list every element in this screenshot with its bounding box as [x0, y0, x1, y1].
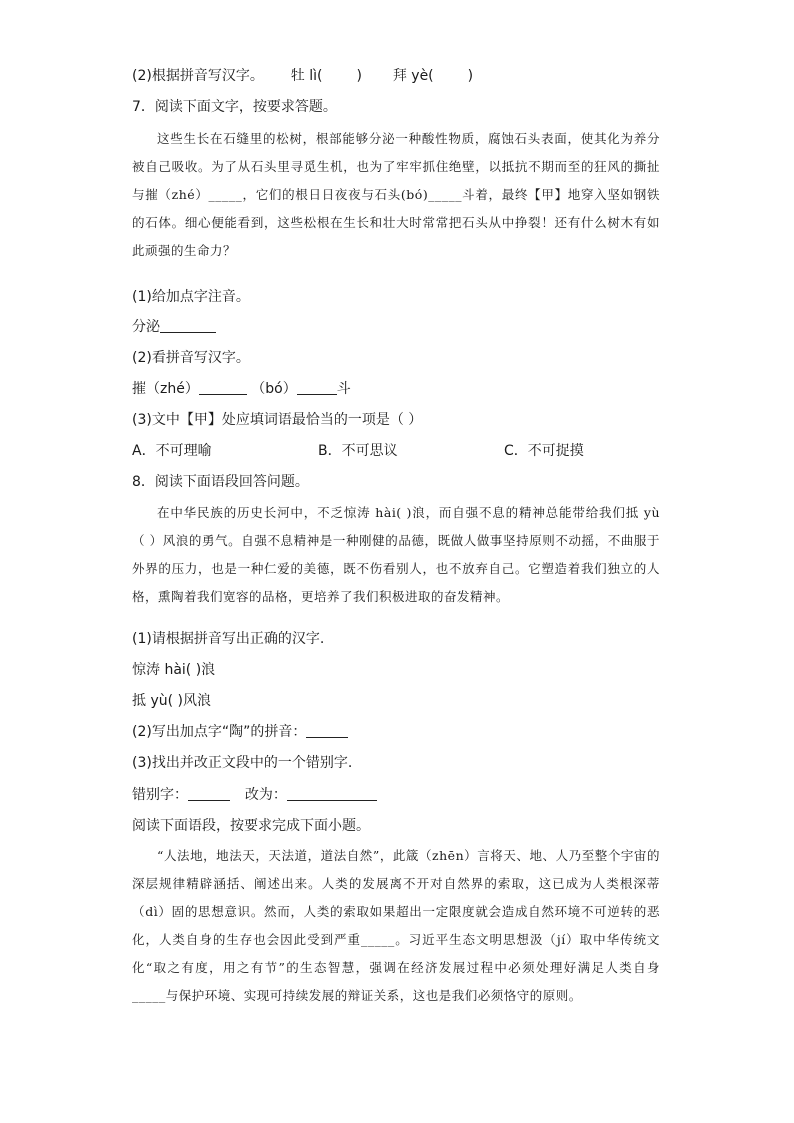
q8-sub1: (1)请根据拼音写出正确的汉字. — [132, 631, 325, 647]
option-b[interactable]: B．不可思议 — [318, 443, 398, 459]
answer-blank[interactable] — [297, 380, 337, 395]
q7-header: 7．阅读下面文字，按要求答题。 — [132, 99, 337, 115]
q8-passage: 在中华民族的历史长河中，不乏惊涛 hài( )浪，而自强不息的精神总能带给我们抵 yù（ ）风浪的勇气。自强不息精神是一种刚健的品德，既做人做事坚持原则不动摇，不曲服于外界的压力，也是一种仁爱的美德，既不伤看别人，也不放弃自己。它塑造着我们独立的人格，熏陶着我们宽容的品格，更培养了我们积极进取的奋发精神。 — [132, 505, 660, 604]
q7-passage: 这些生长在石缝里的松树，根部能够分泌一种酸性物质，腐蚀石头表面，使其化为养分被自己吸收。为了从石头里寻觅生机，也为了牢牢抓住绝壁，以抵抗不期而至的狂风的撕扯与摧（zhé）_____，它们的根日日夜夜与石头(bó)_____斗着，最终【甲】地穿入坚如钢铁的石体。细心便能看到，这些松根在生长和壮大时常常把石头从中挣裂！还有什么树木有如此顽强的生命力？ — [132, 131, 660, 258]
answer-blank[interactable] — [306, 723, 348, 738]
q6-sub2-line: (2)根据拼音写汉字。 牡 lì( ) 拜 yè( ) — [132, 68, 474, 84]
q7-sub1: (1)给加点字注音。 — [132, 289, 250, 305]
q6-sub2-label: (2)根据拼音写汉字。 — [132, 68, 264, 84]
q7-sub2-b: （bó） — [251, 381, 297, 397]
option-c[interactable]: C．不可捉摸 — [504, 443, 584, 459]
q8-sub3-b: 改为： — [244, 787, 287, 803]
q6-item1: 牡 lì( — [290, 68, 323, 84]
q7-sub1-line — [132, 317, 216, 337]
q9-passage: “人法地，地法天，天法道，道法自然”，此箴（zhēn）言将天、地、人乃至整个宇宙的深层规律精辟涵括、阐述出来。人类的发展离不开对自然界的索取，这已成为人类根深蒂（dì）固的思想意识。然而，人类的索取如果超出一定限度就会造成自然环境不可逆转的恶化，人类自身的生存也会因此受到严重_____。习近平生态文明思想汲（jí）取中华传统文化“取之有度，用之有节”的生态智慧，强调在经济发展过程中必须处理好满足人类自身_____与保护环境、实现可持续发展的辩证关系，这也是我们必须恪守的原则。 — [132, 848, 660, 1003]
answer-blank[interactable] — [287, 786, 377, 801]
q7-sub2: (2)看拼音写汉字。 — [132, 350, 250, 366]
q7-sub2-line: 摧（zhé） （bó） 斗 — [132, 381, 351, 397]
q7-sub1-word: 分泌 — [132, 319, 160, 335]
q8-sub1-b: 抵 yù( )风浪 — [132, 693, 211, 709]
answer-blank[interactable] — [199, 380, 247, 395]
q8-header: 8．阅读下面语段回答问题。 — [132, 474, 309, 490]
q6-item2: 拜 yè( — [392, 68, 434, 84]
q7-sub2-a: 摧（zhé） — [132, 381, 199, 397]
q9-header: 阅读下面语段，按要求完成下面小题。 — [132, 818, 370, 834]
answer-blank[interactable] — [188, 786, 230, 801]
q8-sub2: (2)写出加点字“陶”的拼音： — [132, 724, 307, 740]
answer-blank[interactable] — [160, 318, 216, 333]
q8-sub3-a: 错别字： — [132, 787, 188, 803]
q8-sub1-a: 惊涛 hài( )浪 — [132, 662, 216, 678]
option-a[interactable]: A．不可理喻 — [132, 443, 212, 459]
q8-sub2-line — [132, 722, 348, 742]
q8-sub3: (3)找出并改正文段中的一个错别字. — [132, 755, 353, 771]
q7-options — [132, 441, 584, 461]
q7-sub3: (3)文中【甲】处应填词语最恰当的一项是（ ） — [132, 412, 423, 428]
q8-sub3-line — [132, 785, 377, 805]
